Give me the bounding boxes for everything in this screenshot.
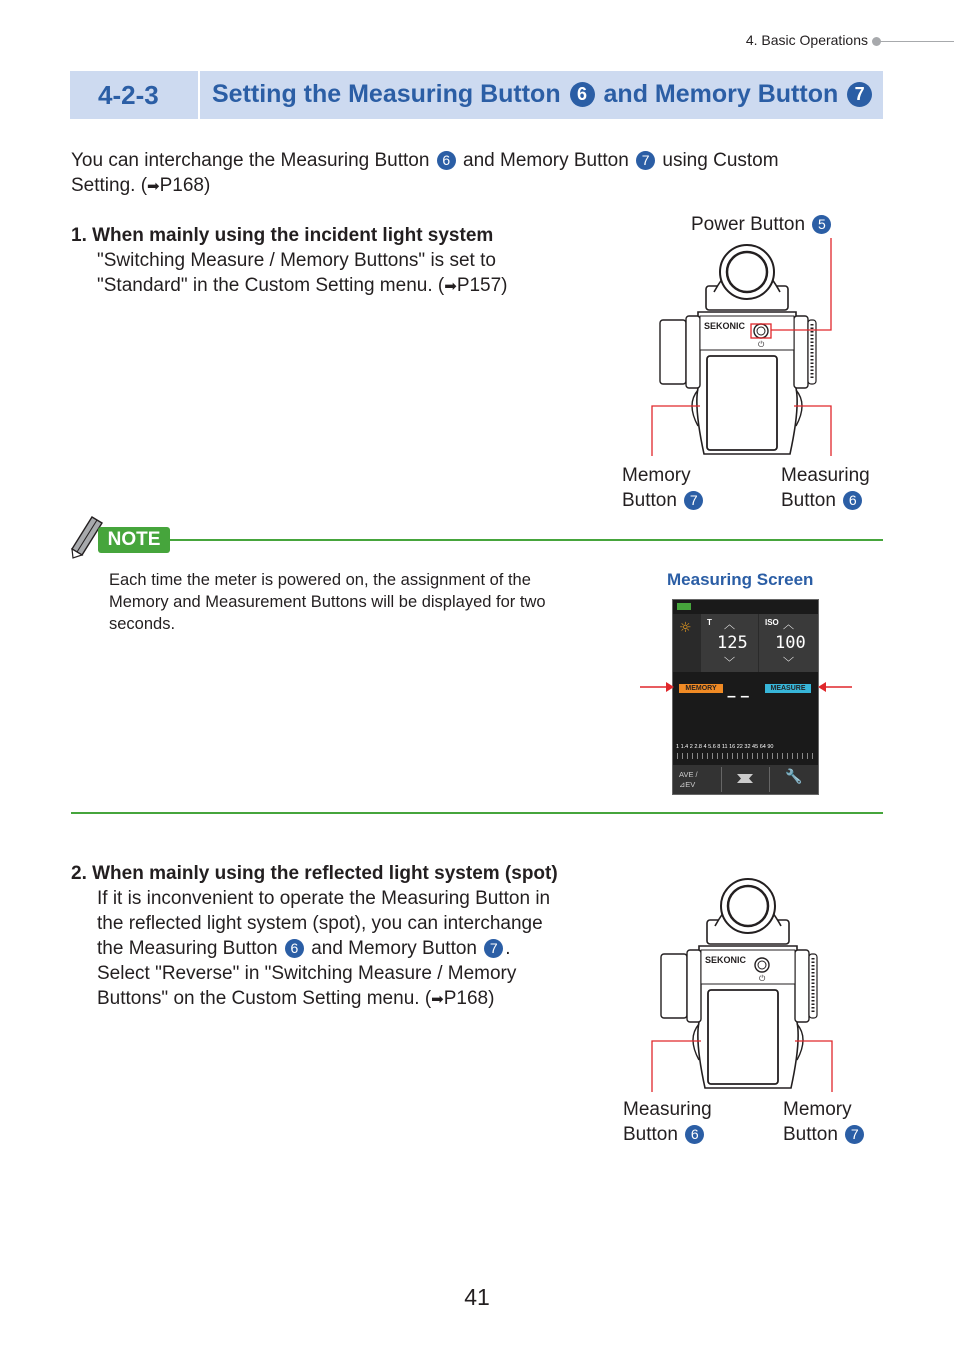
- note-badge: NOTE: [98, 527, 170, 553]
- right-arrow-icon: ➡: [147, 178, 160, 195]
- memory-button-label-fig2: Memory Button 7: [783, 1097, 866, 1147]
- power-button-label: Power Button 5: [691, 212, 833, 237]
- aperture-scale: 1 1.4 2 2.8 4 5.6 8 11 16 22 32 45 64 90: [676, 744, 774, 750]
- section-title-band: [70, 71, 883, 119]
- scale-ticks: [677, 753, 814, 759]
- badge-memory: 7: [847, 82, 872, 107]
- badge-measuring: 6: [437, 151, 456, 170]
- brand-logo: SEKONIC: [704, 321, 746, 331]
- intro-paragraph: You can interchange the Measuring Button 6 and Memory Button 7 using Custom Setting. (➡P168): [71, 150, 779, 196]
- shutter-value: 125: [717, 633, 748, 653]
- section-divider: [198, 71, 200, 119]
- chevron-down-icon: ﹀: [724, 656, 735, 669]
- badge-measuring: 6: [285, 939, 304, 958]
- item-2: 2. When mainly using the reflected light system (spot) If it is inconvenient to operate the Measuring Button in the reflected light system (spot), you can interchange the Measuring Button 6 and Memory Button 7 . Select "Reverse" in "Switching Measure / Memory Buttons" on the Custom Setting menu. (➡P168): [71, 861, 631, 1012]
- chevron-down-icon: ﹀: [783, 656, 794, 669]
- right-arrow-icon: ➡: [444, 278, 457, 295]
- item-2-heading: 2. When mainly using the reflected light system (spot): [71, 863, 558, 884]
- right-arrow-icon: ➡: [431, 991, 444, 1008]
- note-top-rule: [170, 539, 883, 541]
- chapter-rule: [880, 41, 954, 42]
- badge-measuring: 6: [570, 82, 595, 107]
- chapter-title: 4. Basic Operations: [745, 32, 868, 48]
- measuring-screen-title: Measuring Screen: [667, 570, 814, 589]
- reading-dashes: – –: [727, 688, 750, 705]
- screen-header: ☼ T ︿ 125 ﹀ ISO ︿ 100 ﹀: [673, 614, 818, 672]
- measuring-button-label-fig2: Measuring Button 6: [623, 1099, 712, 1145]
- screen-callout-arrows: [638, 678, 854, 698]
- section-number: 4-2-3: [98, 80, 159, 110]
- brand-logo: SEKONIC: [705, 955, 747, 965]
- light-meter-figure-1: [640, 238, 860, 458]
- wrench-icon: 🔧: [785, 769, 803, 785]
- item-1: 1. When mainly using the incident light system "Switching Measure / Memory Buttons" is set to "Standard" in the Custom Setting menu. (➡P157): [71, 223, 631, 299]
- chevron-up-icon: ︿: [724, 618, 735, 631]
- svg-text:⏻: ⏻: [758, 340, 765, 349]
- chevron-up-icon: ︿: [783, 618, 794, 631]
- svg-text:⏻: ⏻: [759, 974, 766, 983]
- chapter-header: [0, 30, 954, 52]
- memory-tag: MEMORY: [679, 684, 723, 693]
- item-1-heading: 1. When mainly using the incident light system: [71, 225, 494, 246]
- page-number: 41: [464, 1284, 490, 1310]
- measuring-button-label-fig1: Measuring Button 6: [781, 465, 870, 511]
- sun-icon: ☼: [679, 620, 692, 636]
- note-bottom-rule: [71, 812, 883, 814]
- memory-button-label-fig1: Memory Button 7: [622, 463, 705, 513]
- ave-button: AVE / ⊿EV: [679, 770, 698, 789]
- memory-clear-icon: [737, 774, 753, 783]
- note-text: Each time the meter is powered on, the assignment of the Memory and Measurement Buttons will be displayed for two seconds.: [109, 571, 546, 633]
- light-meter-figure-2: [641, 872, 861, 1094]
- section-title: Setting the Measuring Button 6 and Memory Button 7: [212, 80, 874, 109]
- iso-value: 100: [775, 633, 806, 653]
- screen-footer: [673, 765, 818, 794]
- badge-memory: 7: [484, 939, 503, 958]
- measure-tag: MEASURE: [765, 684, 811, 693]
- badge-memory: 7: [636, 151, 655, 170]
- battery-icon: [677, 603, 691, 610]
